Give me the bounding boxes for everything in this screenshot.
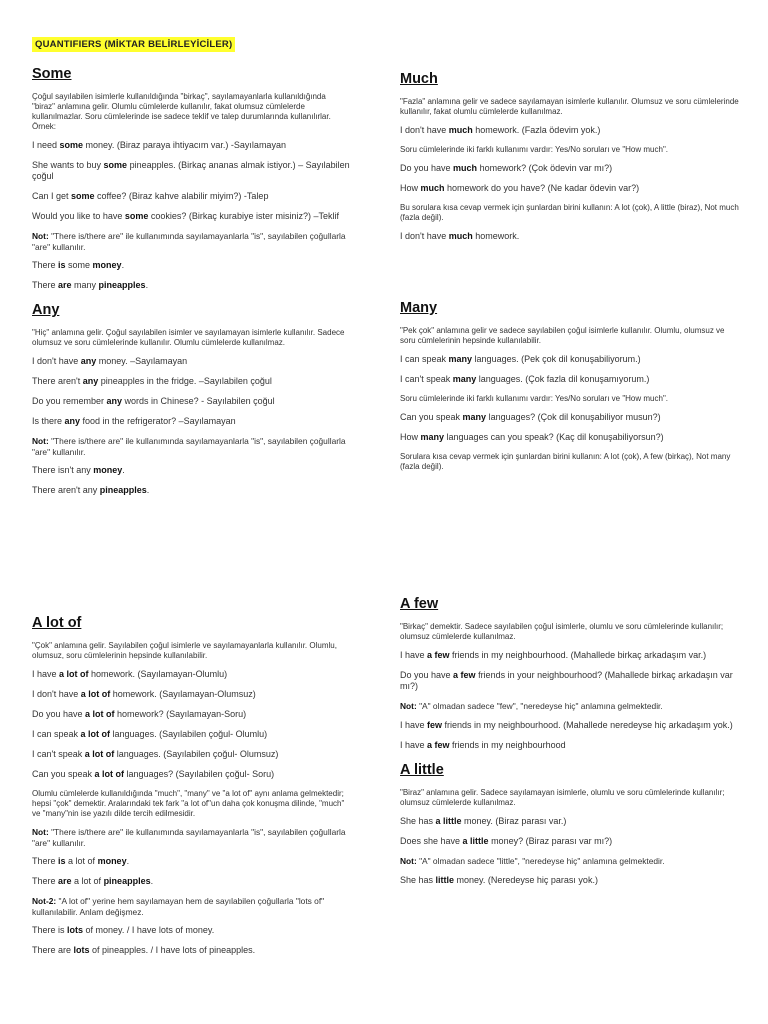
example-sentence: I can't speak many languages. (Çok fazla dil konuşamıyorum.) — [400, 374, 650, 384]
section-a-lot-of — [32, 615, 350, 965]
example-sentence: I don't have any money. –Sayılamayan — [32, 356, 188, 366]
note: Not: "A" olmadan sadece "few", "neredeyse hiç" anlamına gelmektedir. — [400, 701, 663, 711]
example-sentence: There are many pineapples. — [32, 280, 149, 290]
example-sentence: I don't have a lot of homework. (Sayılamayan-Olumsuz) — [32, 689, 256, 699]
section-intro: "Fazla" anlamına gelir ve sadece sayılamayan isimlerle kullanılır. Olumsuz ve soru cümlelerinde kullanılır, fakat olumlu cümlelerde kullanılmaz. — [400, 97, 739, 116]
example-sentence: There aren't any pineapples. — [32, 485, 150, 495]
note: Not: "There is/there are" ile kullanımında sayılamayanlarla "is", sayılabilen çoğullarla "are" kullanılır. — [32, 231, 346, 252]
section-a-few — [400, 596, 740, 751]
example-sentence: Can I get some coffee? (Biraz kahve alabilir miyim?) -Talep — [32, 191, 269, 201]
section-intro: "Pek çok" anlamına gelir ve sadece sayılabilen çoğul isimlerle kullanılır. Olumlu, olumsuz ve soru cümlelerinin hepsinde kullanılabilir. — [400, 326, 725, 345]
example-sentence: I have a lot of homework. (Sayılamayan-Olumlu) — [32, 669, 228, 679]
example-sentence: I don't have much homework. (Fazla ödevim yok.) — [400, 125, 601, 135]
example-sentence: Can you speak many languages? (Çok dil konuşabiliyor musun?) — [400, 412, 661, 422]
example-sentence: There aren't any pineapples in the fridge. –Sayılabilen çoğul — [32, 376, 272, 386]
section-a-little — [400, 762, 740, 895]
section-intro: "Hiç" anlamına gelir. Çoğul sayılabilen isimler ve sayılamayan isimlerle kullanılır. Sadece olumsuz ve soru cümlelerinde kullanılır. Olumlu cümlelerde kullanılmaz. — [32, 328, 345, 347]
example-sentence: I need some money. (Biraz paraya ihtiyacım var.) -Sayılamayan — [32, 140, 286, 150]
example-sentence: There are lots of pineapples. / I have lots of pineapples. — [32, 945, 256, 955]
example-sentence: Do you have much homework? (Çok ödevin var mı?) — [400, 163, 613, 173]
note: Not: "A" olmadan sadece "little", "neredeyse hiç" anlamına gelmektedir. — [400, 856, 665, 866]
example-sentence: There is some money. — [32, 260, 125, 270]
example-sentence: How much homework do you have? (Ne kadar ödevin var?) — [400, 183, 640, 193]
page-title: QUANTIFIERS (MİKTAR BELİRLEYİCİLER) — [32, 37, 235, 52]
example-sentence: There are a lot of pineapples. — [32, 876, 154, 886]
note: Not: "There is/there are" ile kullanımında sayılamayanlarla "is", sayılabilen çoğullarla "are" kullanılır. — [32, 827, 346, 848]
explanation-paragraph: Soru cümlelerinde iki farklı kullanımı vardır: Yes/No soruları ve "How much". — [400, 145, 669, 154]
section-heading: A little — [400, 762, 444, 778]
example-sentence: I can speak a lot of languages. (Sayılabilen çoğul- Olumlu) — [32, 729, 268, 739]
example-sentence: I can speak many languages. (Pek çok dil konuşabiliyorum.) — [400, 354, 641, 364]
example-sentence: I have a few friends in my neighbourhood — [400, 739, 566, 750]
section-heading: Many — [400, 300, 438, 316]
section-heading: Much — [400, 71, 438, 87]
section-many — [400, 300, 740, 480]
section-intro: Çoğul sayılabilen isimlerle kullanıldığında "birkaç", sayılamayanlarla kullanıldığında "biraz" anlamına gelir. Olumlu cümlelerde kullanılır, fakat olumsuz cümlelerde kullanılmazlar. Soru cümlelerinde ise sadece teklif ve talep durumlarında kullanılırlar. Örnek: — [32, 92, 331, 131]
explanation-paragraph: Bu sorulara kısa cevap vermek için şunlardan birini kullanın: A lot (çok), A little (biraz), Not much (fazla değil). — [400, 203, 739, 222]
section-much — [400, 71, 740, 251]
explanation-paragraph: Soru cümlelerinde iki farklı kullanımı vardır: Yes/No soruları ve "How much". — [400, 394, 669, 403]
section-heading: A lot of — [32, 615, 82, 631]
section-heading: A few — [400, 596, 439, 612]
example-sentence: I have few friends in my neighbourhood. (Mahallede neredeyse hiç arkadaşım yok.) — [400, 719, 733, 730]
note: Not: "There is/there are" ile kullanımında sayılamayanlarla "is", sayılabilen çoğullarla "are" kullanılır. — [32, 436, 346, 457]
example-sentence: Do you remember any words in Chinese? - Sayılabilen çoğul — [32, 396, 275, 406]
example-sentence: She has a little money. (Biraz parası var.) — [400, 816, 567, 826]
example-sentence: She has little money. (Neredeyse hiç parası yok.) — [400, 874, 598, 885]
explanation-paragraph: Olumlu cümlelerde kullanıldığında "much", "many" ve "a lot of" aynı anlama gelmektedir; hepsi "çok" demektir. Aralarındaki tek fark "a lot of"un daha çok konuşma dilinde, "much" ve "many"nin ise yazılı dilde tercih edilmesidir. — [32, 789, 345, 818]
section-intro: "Çok" anlamına gelir. Sayılabilen çoğul isimlerle ve sayılamayanlarla kullanılır. Olumlu, olumsuz, soru cümlelerinin hepsinde kullanılabilir. — [32, 641, 337, 660]
section-some — [32, 66, 350, 300]
example-sentence: She wants to buy some pineapples. (Birkaç ananas almak istiyor.) – Sayılabilen çoğul — [32, 160, 350, 181]
example-sentence: Do you have a lot of homework? (Sayılamayan-Soru) — [32, 709, 247, 719]
example-sentence: There isn't any money. — [32, 465, 125, 475]
example-sentence: Would you like to have some cookies? (Birkaç kurabiye ister misiniz?) –Teklif — [32, 211, 339, 221]
example-sentence: Is there any food in the refrigerator? –Sayılamayan — [32, 416, 236, 426]
section-intro: "Biraz" anlamına gelir. Sadece sayılamayan isimlerle, olumlu ve soru cümlelerinde kullanılır; olumsuz cümlelerde kullanılmaz. — [400, 788, 725, 807]
section-intro: "Birkaç" demektir. Sadece sayılabilen çoğul isimlerle, olumlu ve soru cümlelerinde kullanılır; olumsuz cümlelerde kullanılmaz. — [400, 622, 724, 641]
example-sentence: Does she have a little money? (Biraz parası var mı?) — [400, 836, 613, 846]
example-sentence: There is lots of money. / I have lots of money. — [32, 925, 215, 935]
example-sentence: Do you have a few friends in your neighbourhood? (Mahallede birkaç arkadaşın var mı?) — [400, 670, 733, 691]
section-heading: Any — [32, 302, 60, 318]
example-sentence: Can you speak a lot of languages? (Sayılabilen çoğul- Soru) — [32, 769, 275, 779]
explanation-paragraph: Sorulara kısa cevap vermek için şunlardan birini kullanın: A lot (çok), A few (birkaç), Not many (fazla değil). — [400, 452, 731, 471]
example-sentence: How many languages can you speak? (Kaç dil konuşabiliyorsun?) — [400, 432, 664, 442]
section-heading: Some — [32, 66, 72, 82]
example-sentence: I have a few friends in my neighbourhood. (Mahallede birkaç arkadaşım var.) — [400, 650, 707, 660]
example-sentence: I can't speak a lot of languages. (Sayılabilen çoğul- Olumsuz) — [32, 749, 279, 759]
note: Not-2: "A lot of" yerine hem sayılamayan hem de sayılabilen çoğullarla "lots of" kullanılabilir. Anlam değişmez. — [32, 896, 325, 917]
example-sentence: I don't have much homework. — [400, 231, 520, 241]
section-any — [32, 302, 350, 505]
example-sentence: There is a lot of money. — [32, 856, 130, 866]
